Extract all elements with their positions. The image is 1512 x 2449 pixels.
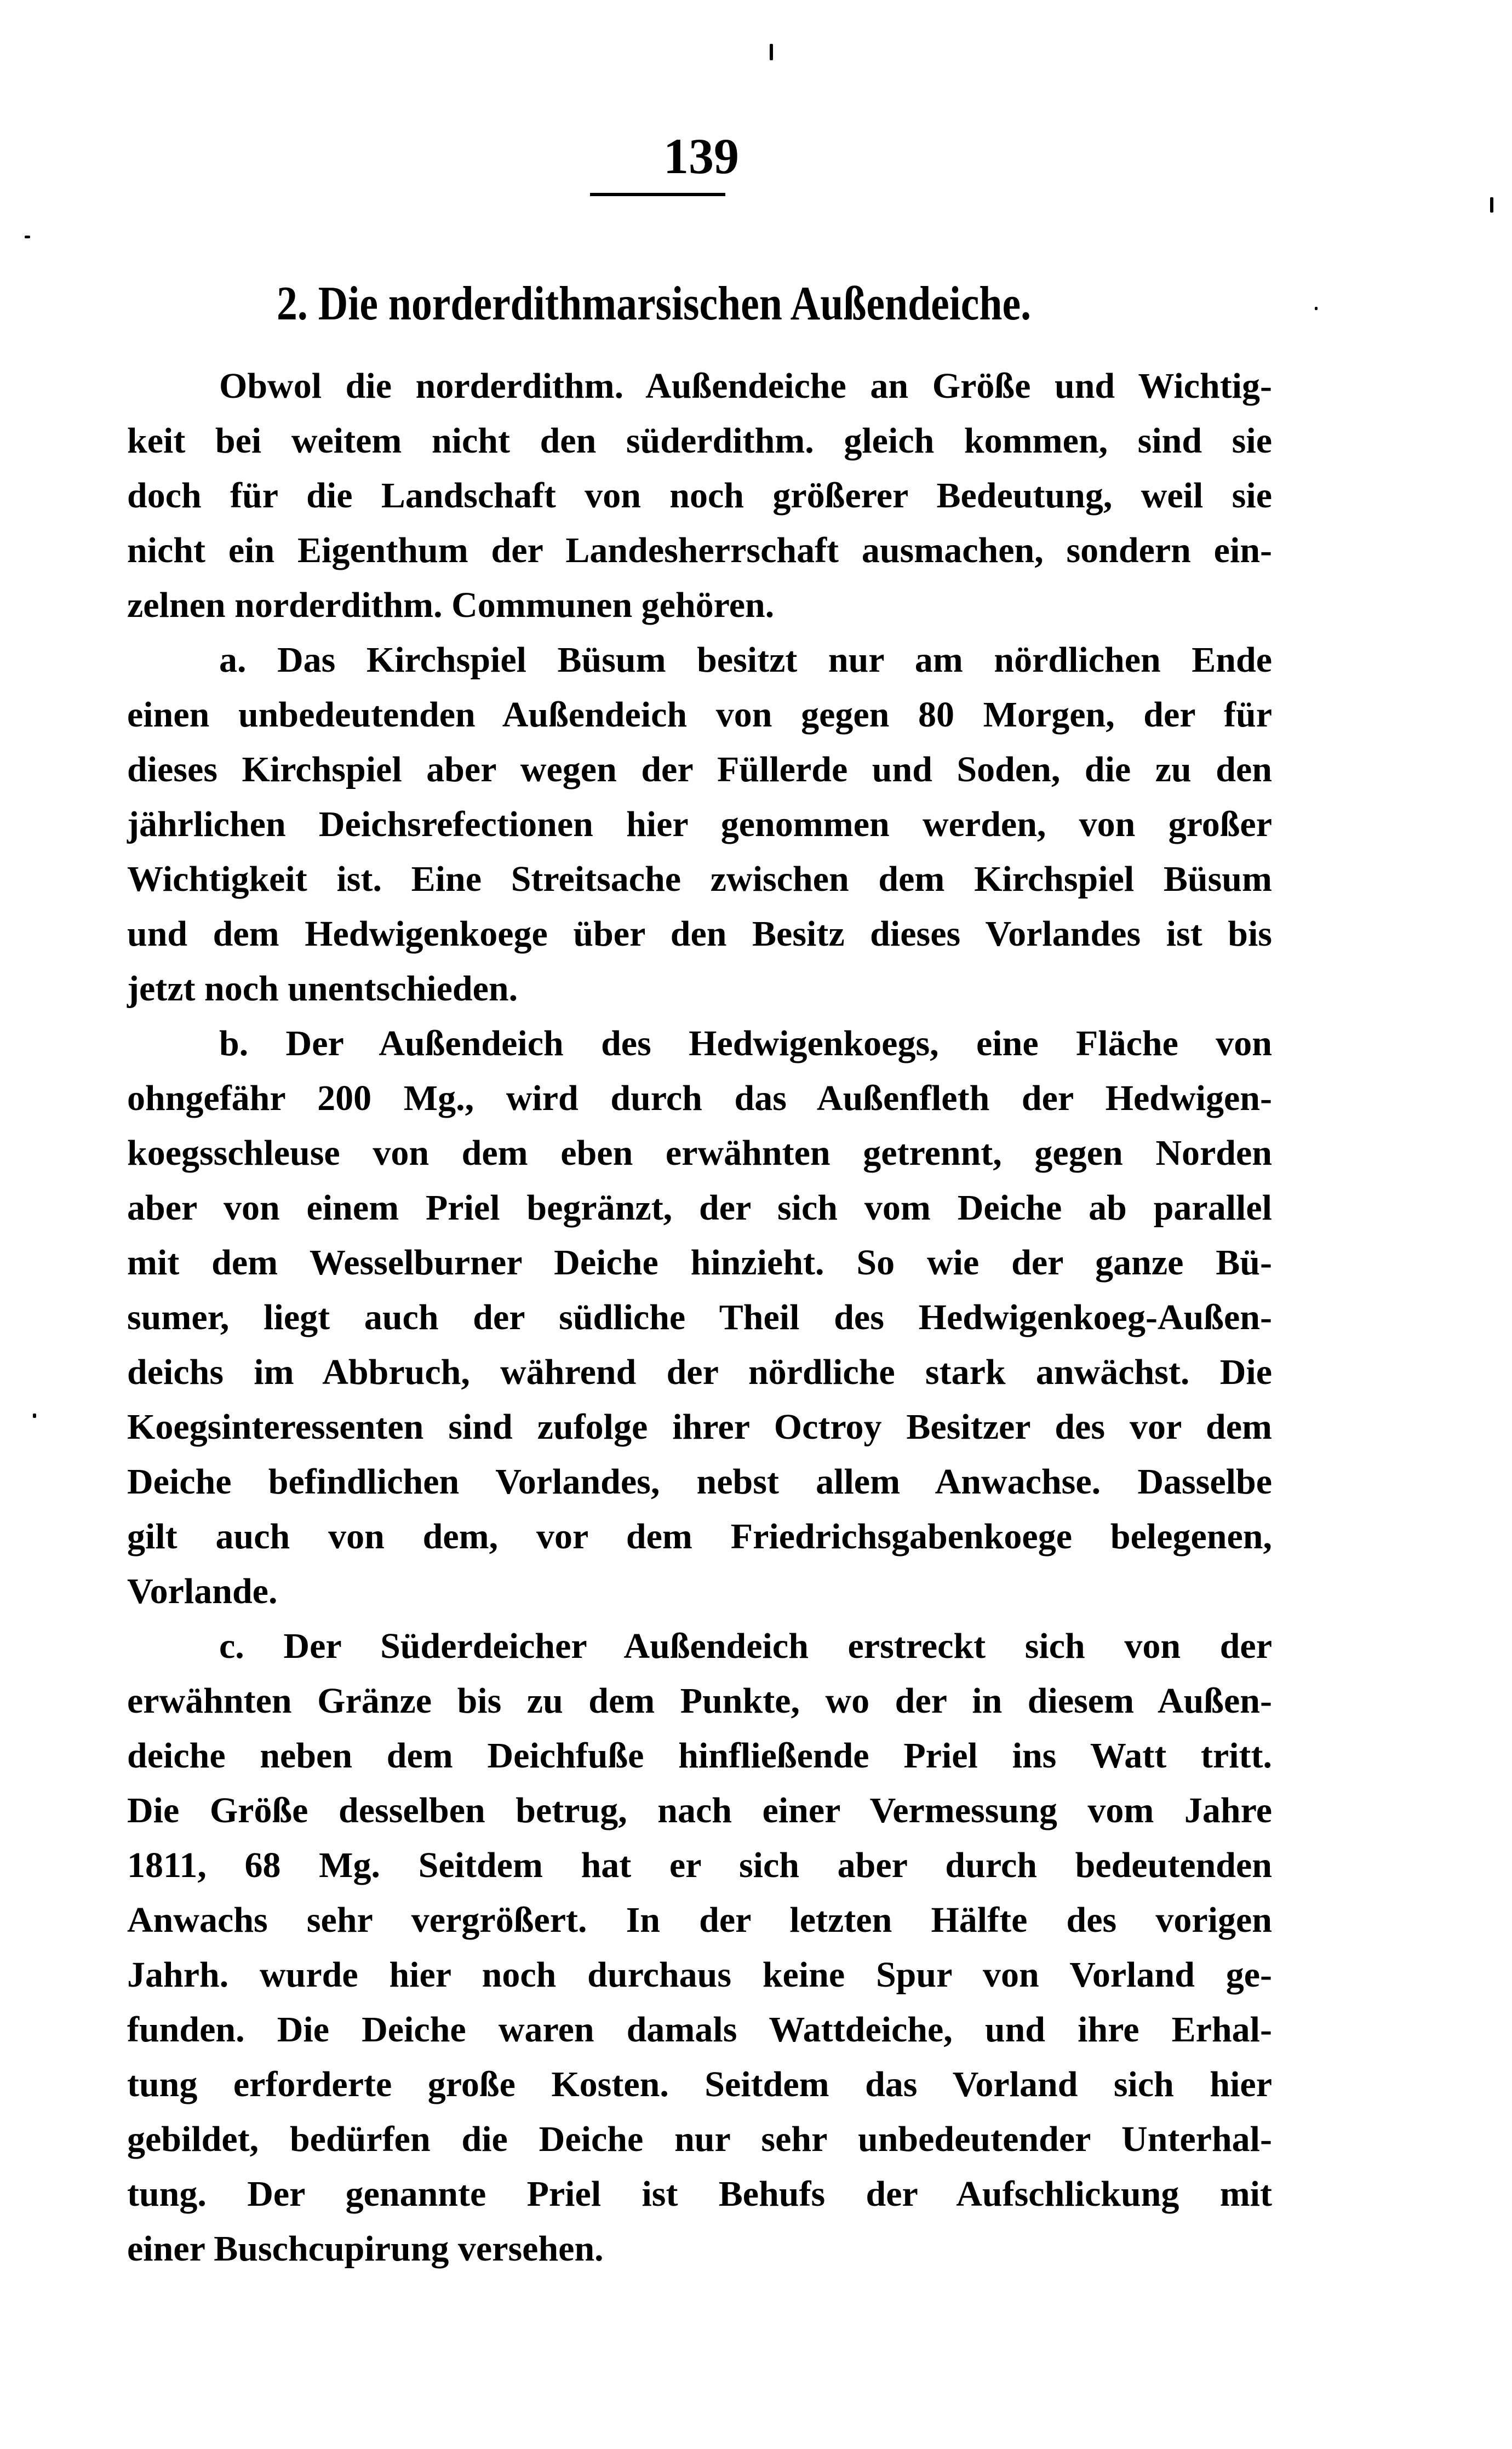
- text-line: a. Das Kirchspiel Büsum besitzt nur am nördlichen Ende: [219, 640, 1272, 680]
- text-line: keit bei weitem nicht den süderdithm. gleich kommen, sind sie: [127, 421, 1272, 461]
- text-line: Die Größe desselben betrug, nach einer Vermessung vom Jahre: [127, 1790, 1272, 1830]
- text-line: zelnen norderdithm. Communen gehören.: [127, 585, 775, 625]
- text-line: erwähnten Gränze bis zu dem Punkte, wo der in diesem Außen-: [127, 1681, 1272, 1721]
- text-line: ohngefähr 200 Mg., wird durch das Außenfleth der Hedwigen-: [127, 1078, 1272, 1118]
- text-line: aber von einem Priel begränzt, der sich vom Deiche ab parallel: [127, 1188, 1272, 1228]
- scan-speck: [1490, 197, 1493, 213]
- text-line: jetzt noch unentschieden.: [127, 969, 518, 1009]
- text-line: nicht ein Eigenthum der Landesherrschaft ausmachen, sondern ein-: [127, 530, 1272, 570]
- text-line: doch für die Landschaft von noch größerer Bedeutung, weil sie: [127, 476, 1272, 516]
- text-line: Jahrh. wurde hier noch durchaus keine Spur von Vorland ge-: [127, 1955, 1272, 1995]
- scan-speck: [770, 44, 773, 60]
- text-line: gebildet, bedürfen die Deiche nur sehr unbedeutender Unterhal-: [127, 2119, 1272, 2159]
- text-line: b. Der Außendeich des Hedwigenkoegs, eine Fläche von: [219, 1023, 1272, 1063]
- text-line: funden. Die Deiche waren damals Wattdeiche, und ihre Erhal-: [127, 2010, 1272, 2050]
- text-line: jährlichen Deichsrefectionen hier genommen werden, von großer: [127, 804, 1272, 844]
- text-line: Wichtigkeit ist. Eine Streitsache zwischen dem Kirchspiel Büsum: [127, 859, 1272, 899]
- scan-speck: [33, 1414, 36, 1418]
- text-line: c. Der Süderdeicher Außendeich erstreckt sich von der: [219, 1626, 1272, 1666]
- section-heading: 2. Die norderdithmarsischen Außendeiche.: [277, 277, 1031, 330]
- text-line: dieses Kirchspiel aber wegen der Füllerde und Soden, die zu den: [127, 749, 1272, 789]
- text-line: mit dem Wesselburner Deiche hinzieht. So wie der ganze Bü-: [127, 1243, 1272, 1283]
- text-line: tung erforderte große Kosten. Seitdem das Vorland sich hier: [127, 2064, 1272, 2104]
- text-line: Anwachs sehr vergrößert. In der letzten Hälfte des vorigen: [127, 1900, 1272, 1940]
- scan-speck: [1315, 307, 1318, 310]
- text-line: deichs im Abbruch, während der nördliche stark anwächst. Die: [127, 1352, 1272, 1392]
- text-line: Obwol die norderdithm. Außendeiche an Größe und Wichtig-: [219, 366, 1272, 406]
- text-line: einen unbedeutenden Außendeich von gegen 80 Morgen, der für: [127, 695, 1272, 735]
- text-line: gilt auch von dem, vor dem Friedrichsgabenkoege belegenen,: [127, 1517, 1272, 1557]
- text-line: Vorlande.: [127, 1571, 278, 1611]
- text-line: Deiche befindlichen Vorlandes, nebst allem Anwachse. Dasselbe: [127, 1462, 1272, 1502]
- page-number: 139: [663, 128, 739, 184]
- text-line: tung. Der genannte Priel ist Behufs der Aufschlickung mit: [127, 2174, 1272, 2214]
- text-line: koegsschleuse von dem eben erwähnten getrennt, gegen Norden: [127, 1133, 1272, 1173]
- text-line: sumer, liegt auch der südliche Theil des Hedwigenkoeg-Außen-: [127, 1297, 1272, 1337]
- text-line: einer Buschcupirung versehen.: [127, 2229, 604, 2269]
- scan-speck: [25, 236, 30, 238]
- text-line: Koegsinteressenten sind zufolge ihrer Octroy Besitzer des vor dem: [127, 1407, 1272, 1447]
- body-text: [127, 359, 1272, 2276]
- text-line: und dem Hedwigenkoege über den Besitz dieses Vorlandes ist bis: [127, 914, 1272, 954]
- header-rule: [590, 193, 725, 196]
- text-line: deiche neben dem Deichfuße hinfließende Priel ins Watt tritt.: [127, 1736, 1272, 1776]
- text-line: 1811, 68 Mg. Seitdem hat er sich aber durch bedeutenden: [127, 1845, 1272, 1885]
